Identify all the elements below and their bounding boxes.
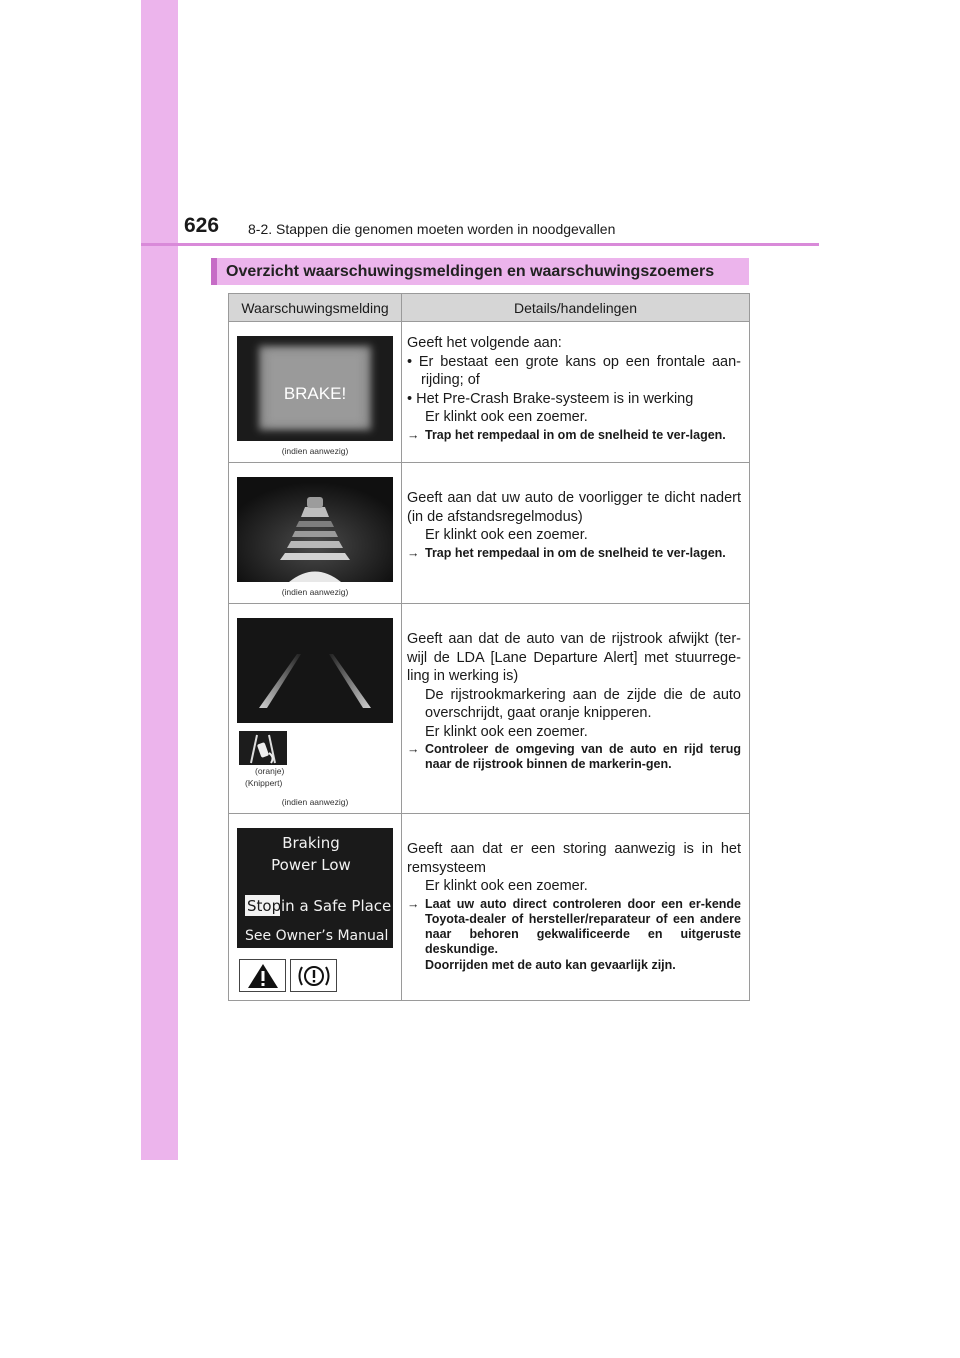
svg-text:See Owner’s Manual: See Owner’s Manual	[245, 928, 389, 944]
details-cell	[402, 463, 750, 604]
note-text: Er klinkt ook een zoemer.	[425, 878, 588, 894]
arrow-icon: →	[407, 896, 420, 911]
message-image-cell	[229, 814, 402, 1001]
note-text: Er klinkt ook een zoemer.	[425, 527, 588, 543]
warning-messages-table	[228, 293, 750, 1001]
caption: (indien aanwezig)	[281, 587, 349, 597]
svg-text:Braking: Braking	[282, 834, 340, 852]
side-tab-bar	[141, 0, 178, 1160]
action-text: Doorrijden met de auto kan gevaarlijk zijn.	[425, 957, 676, 972]
page-number: 626	[184, 214, 220, 237]
message-image-cell	[229, 463, 402, 604]
table-row	[229, 463, 750, 604]
section-title: Overzicht waarschuwingsmeldingen en waarschuwingszoemers	[211, 258, 749, 285]
note-text: Er klinkt ook een zoemer.	[425, 409, 588, 425]
lane-departure-screen	[237, 618, 393, 723]
warning-icons	[239, 959, 401, 992]
caption: (indien aanwezig)	[281, 446, 349, 456]
running-head: 8-2. Stappen die genomen moeten worden in noodgevallen	[248, 221, 616, 237]
distance-warning-screen	[237, 477, 393, 582]
intro-text: Geeft aan dat er een storing aanwezig is in het remsysteem	[407, 841, 741, 876]
table-header-row	[229, 294, 750, 322]
arrow-icon: →	[407, 427, 420, 442]
svg-text:Stop: Stop	[247, 897, 282, 915]
note-text: De rijstrookmarkering aan de zijde die de auto overschrijdt, gaat oranje knipperen.	[425, 686, 741, 721]
action-text: → Trap het rempedaal in om de snelheid te ver-lagen.	[407, 545, 726, 560]
details-cell	[402, 322, 750, 463]
intro-text: Geeft aan dat uw auto de voorligger te dicht nadert (in de afstandsregelmodus)	[407, 490, 741, 525]
lane-departure-icon	[239, 731, 287, 765]
intro-text: Geeft het volgende aan:	[407, 335, 562, 351]
message-image-cell	[229, 322, 402, 463]
details-cell	[402, 814, 750, 1001]
column-header-message: Waarschuwingsmelding	[229, 294, 402, 322]
details-cell	[402, 604, 750, 814]
intro-text: Geeft aan dat de auto van de rijstrook afwijkt (ter-wijl de LDA [Lane Departure Alert] met stuurrege-ling in werking is)	[407, 631, 741, 684]
bullet-item: • Het Pre-Crash Brake-systeem is in werking	[407, 390, 694, 407]
svg-text:Power Low: Power Low	[271, 856, 351, 874]
screen-text: BRAKE!	[283, 384, 347, 403]
caption: (indien aanwezig)	[281, 797, 349, 807]
header-rule	[141, 243, 819, 246]
action-text: → Controleer de omgeving van de auto en rijd terug naar de rijstrook binnen de markerin-gen.	[407, 742, 741, 771]
bullet-item: • Er bestaat een grote kans op een frontale aan-rijding; of	[407, 353, 741, 388]
braking-power-low-screen	[237, 828, 393, 948]
table-row	[229, 814, 750, 1001]
note-text: Er klinkt ook een zoemer.	[425, 723, 588, 740]
brake-warning-icon	[290, 959, 337, 992]
svg-text:in a Safe Place: in a Safe Place	[281, 897, 392, 915]
action-text: → Trap het rempedaal in om de snelheid te ver-lagen.	[407, 427, 726, 442]
warning-triangle-icon	[239, 959, 286, 992]
column-header-details: Details/handelingen	[402, 294, 750, 322]
brake-display-screen	[237, 336, 393, 441]
arrow-icon: →	[407, 742, 420, 756]
message-image-cell	[229, 604, 402, 814]
arrow-icon: →	[407, 545, 420, 560]
table-row	[229, 322, 750, 463]
table-row	[229, 604, 750, 814]
action-text: → Laat uw auto direct controleren door een er-kende Toyota-dealer of hersteller/reparateur of een andere naar behoren gekwalificeerde en uitgeruste deskundige.	[407, 896, 741, 956]
icon-caption: (oranje) (Knippert)	[245, 766, 285, 788]
